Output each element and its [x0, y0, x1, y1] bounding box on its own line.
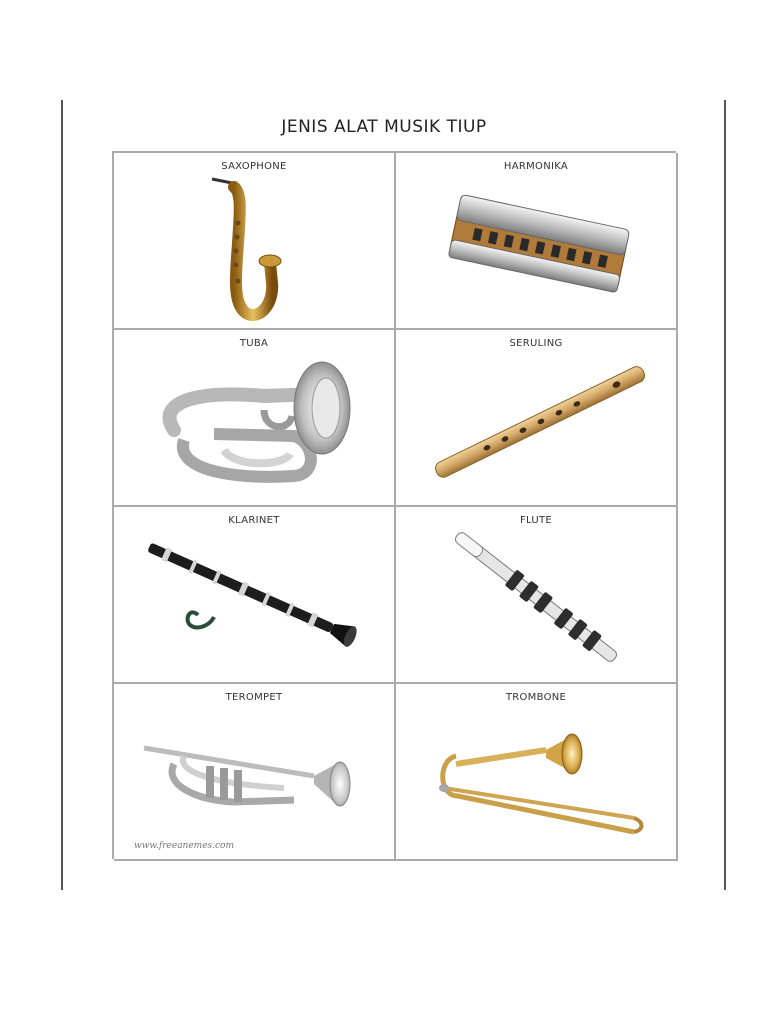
watermark-credit: www.freeanemes.com — [134, 841, 235, 851]
instrument-cell-saxophone — [114, 153, 396, 330]
harmonica-icon — [396, 153, 676, 328]
instrument-cell-klarinet — [114, 507, 396, 684]
flute-bamboo-icon — [396, 330, 676, 505]
instrument-label: FLUTE — [519, 515, 553, 526]
flute-icon — [396, 507, 676, 682]
instrument-label: SERULING — [509, 338, 563, 349]
clarinet-icon — [114, 507, 394, 682]
instrument-label: KLARINET — [228, 515, 280, 526]
instrument-grid — [112, 151, 676, 859]
document-title: JENIS ALAT MUSIK TIUP — [281, 117, 487, 137]
page-right-border — [724, 100, 726, 890]
instrument-cell-seruling — [396, 330, 678, 507]
instrument-label: HARMONIKA — [503, 161, 569, 172]
saxophone-icon — [114, 153, 394, 328]
instrument-cell-harmonica — [396, 153, 678, 330]
instrument-label: SAXOPHONE — [221, 161, 287, 172]
trumpet-icon — [114, 684, 394, 859]
instrument-label: TUBA — [239, 338, 269, 349]
instrument-cell-tuba — [114, 330, 396, 507]
instrument-cell-trombone — [396, 684, 678, 861]
instrument-label: TEROMPET — [225, 692, 283, 703]
trombone-icon — [396, 684, 676, 859]
instrument-label: TROMBONE — [505, 692, 567, 703]
tuba-icon — [114, 330, 394, 505]
instrument-cell-flute — [396, 507, 678, 684]
page-left-border — [61, 100, 63, 890]
instrument-cell-terompet — [114, 684, 396, 861]
